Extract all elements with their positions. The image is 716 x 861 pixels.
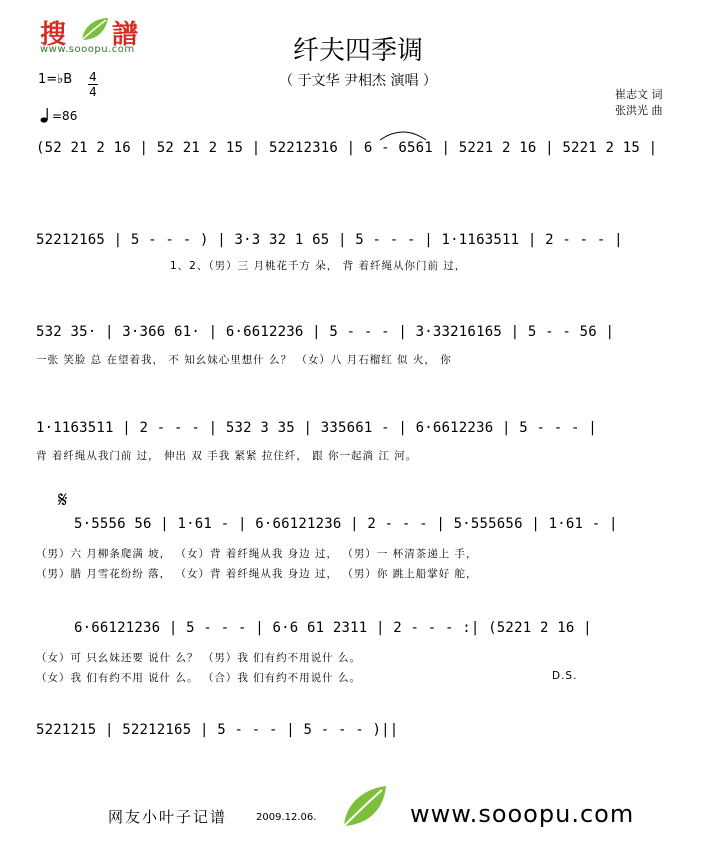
logo-char-1: 搜 <box>40 20 67 50</box>
tempo-value: =86 <box>52 109 78 123</box>
score-row-6: 6·66121236 | 5 - - - | 6·6 61 2311 | 2 - - - :| (5221 2 16 | <box>74 620 592 636</box>
segno-icon: 𝄋 <box>58 488 68 513</box>
logo-url: www.sooopu.com <box>40 44 135 55</box>
lyric-row-6b: （女）我 们有约不用 说什 么。 （合）我 们有约不用说什 么。 <box>36 672 362 684</box>
lyric-row-5a: （男）六 月柳条爬满 坡， （女）背 着纤绳从我 身边 过， （男）一 杯清茶递上 手， <box>36 548 478 560</box>
score-row-3: 532 35· | 3·366 61· | 6·6612236 | 5 - - - | 3·33216165 | 5 - - 56 | <box>36 324 615 340</box>
slur-mark <box>378 126 428 142</box>
lyric-row-6a: （女）可 只幺妹还要 说什 么？ （男）我 们有约不用说什 么。 <box>36 652 362 664</box>
transcription-date: 2009.12.06. <box>256 812 317 823</box>
score-row-7: 5221215 | 52212165 | 5 - - - | 5 - - - )|| <box>36 722 399 738</box>
key-signature: 1=♭B <box>38 72 73 87</box>
score-row-5: 5·5556 56 | 1·61 - | 6·66121236 | 2 - - - | 5·555656 | 1·61 - | <box>74 516 618 532</box>
score-row-4: 1·1163511 | 2 - - - | 532 3 35 | 335661 - | 6·6612236 | 5 - - - | <box>36 420 597 436</box>
lyricist-credit: 崔志文 词 <box>615 88 663 101</box>
meter-bottom: 4 <box>89 85 97 99</box>
lyric-row-4: 背 着纤绳从我门前 过， 伸出 双 手我 紧紧 拉住纤， 跟 你一起淌 江 河。 <box>36 450 418 462</box>
lyric-row-2: 1、2、（男）三 月桃花千方 朵， 背 着纤绳从你门前 过， <box>170 260 467 272</box>
tempo-marking <box>40 108 77 124</box>
transcriber-credit: 网友小叶子记谱 <box>108 808 228 826</box>
performers: （ 于文华 尹相杰 演唱 ） <box>279 73 437 89</box>
ds-marking: D.S. <box>552 670 578 682</box>
lyric-row-3: 一张 笑脸 总 在望着我， 不 知幺妹心里想什 么？ （女）八 月石榴红 似 火， 你 <box>36 354 452 366</box>
quarter-note-icon <box>40 108 52 124</box>
leaf-logo-icon <box>340 784 388 830</box>
composer-credit: 张洪光 曲 <box>615 104 663 117</box>
time-signature <box>88 70 98 99</box>
score-row-1: (52 21 2 16 | 52 21 2 15 | 52212316 | 6 - 6561 | 5221 2 16 | 5221 2 15 | <box>36 140 658 156</box>
lyric-row-5b: （男）腊 月雪花纷纷 落， （女）背 着纤绳从我 身边 过， （男）你 跳上船掌好 舵， <box>36 568 478 580</box>
meter-top: 4 <box>89 70 97 84</box>
score-row-2: 52212165 | 5 - - - ) | 3·3 32 1 65 | 5 - - - | 1·1163511 | 2 - - - | <box>36 232 623 248</box>
song-title: 纤夫四季调 <box>292 36 423 66</box>
logo-char-2: 譜 <box>112 20 139 50</box>
footer-site-link[interactable]: www.sooopu.com <box>410 800 635 828</box>
